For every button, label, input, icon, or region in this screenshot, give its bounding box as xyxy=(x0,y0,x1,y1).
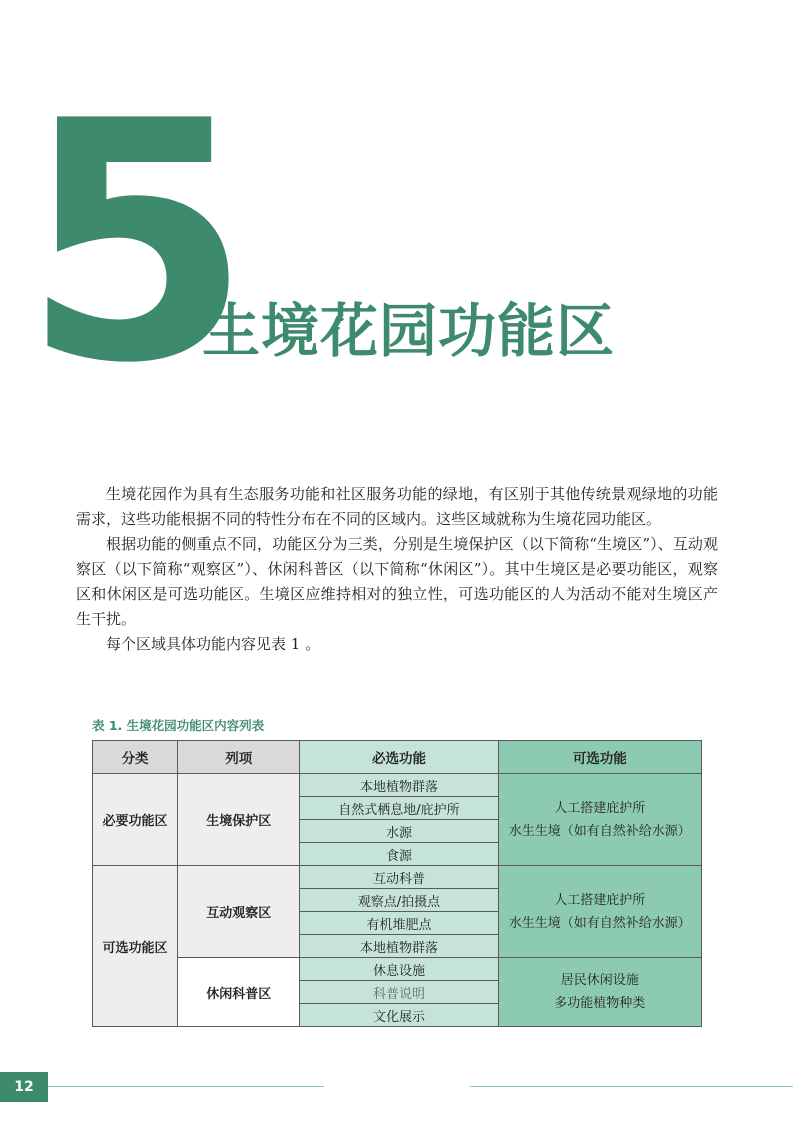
body-text xyxy=(76,482,718,657)
page-number: 12 xyxy=(0,1072,48,1102)
optional-cell xyxy=(498,774,701,866)
required-item: 本地植物群落 xyxy=(300,774,498,797)
table-caption: 表 1. 生境花园功能区内容列表 xyxy=(92,718,265,733)
optional-item: 多功能植物种类 xyxy=(554,996,646,1011)
table-header-row xyxy=(93,741,702,774)
required-item: 食源 xyxy=(300,843,498,866)
table-row xyxy=(93,774,702,797)
optional-cell xyxy=(498,958,701,1027)
required-item: 自然式栖息地/庇护所 xyxy=(300,797,498,820)
footer-rule-left xyxy=(48,1086,324,1087)
category-cell: 可选功能区 xyxy=(93,866,178,1027)
function-zone-table xyxy=(92,740,702,1027)
paragraph: 生境花园作为具有生态服务功能和社区服务功能的绿地，有区别于其他传统景观绿地的功能需求，这些功能根据不同的特性分布在不同的区域内。这些区域就称为生境花园功能区。 xyxy=(76,485,718,528)
optional-item: 水生生境（如有自然补给水源） xyxy=(508,915,691,931)
required-item: 休息设施 xyxy=(300,958,498,981)
required-item: 观察点/拍摄点 xyxy=(300,889,498,912)
chapter-title: 生境花园功能区 xyxy=(202,297,616,365)
optional-item: 人工搭建庇护所 xyxy=(554,800,646,816)
optional-item: 居民休闲设施 xyxy=(560,973,639,988)
zone-cell: 生境保护区 xyxy=(178,774,300,866)
header-category: 分类 xyxy=(93,741,178,774)
required-item: 有机堆肥点 xyxy=(300,912,498,935)
optional-cell xyxy=(498,866,701,958)
optional-item: 水生生境（如有自然补给水源） xyxy=(508,823,691,839)
required-item: 科普说明 xyxy=(300,981,498,1004)
paragraph: 根据功能的侧重点不同，功能区分为三类，分别是生境保护区（以下简称“生境区”）、互动观察区（以下简称“观察区”）、休闲科普区（以下简称“休闲区”）。其中生境区是必要功能区，观察区和休闲区是可选功能区。生境区应维持相对的独立性，可选功能区的人为活动不能对生境区产生干扰。 xyxy=(76,535,718,628)
table-row xyxy=(93,866,702,889)
paragraph: 每个区域具体功能内容见表 1 。 xyxy=(106,635,321,653)
required-item: 互动科普 xyxy=(300,866,498,889)
required-item: 水源 xyxy=(300,820,498,843)
zone-cell: 休闲科普区 xyxy=(178,958,300,1027)
required-item: 本地植物群落 xyxy=(300,935,498,958)
required-item: 文化展示 xyxy=(300,1004,498,1027)
category-cell: 必要功能区 xyxy=(93,774,178,866)
table-row xyxy=(93,958,702,981)
header-required: 必选功能 xyxy=(300,741,498,774)
footer-rule-right xyxy=(470,1086,793,1087)
optional-item: 人工搭建庇护所 xyxy=(554,892,646,908)
chapter-number: 5 xyxy=(22,51,246,435)
header-optional: 可选功能 xyxy=(498,741,701,774)
zone-cell: 互动观察区 xyxy=(178,866,300,958)
header-item: 列项 xyxy=(178,741,300,774)
